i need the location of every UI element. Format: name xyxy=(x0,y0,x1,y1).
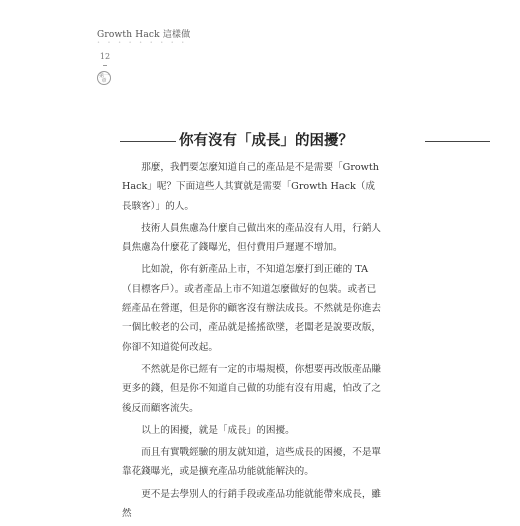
page-number-divider xyxy=(103,65,107,66)
paragraph: 比如說，你有新產品上市，不知道怎麼打到正確的 TA（目標客戶）。或者產品上市不知道怎麼做好的包裝。或者已經產品在營運，但是你的顧客沒有辦法成長。不然就是你進去一個比較老的公司，產品就是搖搖欲墜，老闆老是說要改版，你卻不知道從何改起。 xyxy=(122,264,382,353)
running-header: Growth Hack 這樣做 xyxy=(97,30,191,40)
section-title: 你有沒有「成長」的困擾？ xyxy=(179,132,353,149)
paragraph: 不然就是你已經有一定的市場規模，你想要再改版產品賺更多的錢，但是你不知道自己做的功能有沒有用處，怕改了之後反而顧客流失。 xyxy=(122,363,382,414)
title-rule-left xyxy=(120,141,176,142)
body-text xyxy=(122,158,384,526)
header-dot-ornament: • • • • • • • • • xyxy=(97,40,188,46)
paragraph: 技術人員焦慮為什麼自己做出來的產品沒有人用，行銷人員焦慮為什麼花了錢曝光，但付費用戶遲遲不增加。 xyxy=(122,222,382,254)
title-rule-right xyxy=(425,141,490,142)
chapter-badge: 第一章 xyxy=(98,73,109,84)
page-number: 12 xyxy=(99,52,111,61)
paragraph: 而且有實戰經驗的朋友就知道，這些成長的困擾，不是單靠花錢曝光，或是擴充產品功能就能解決的。 xyxy=(122,447,382,478)
section-title-row xyxy=(120,131,370,151)
paragraph: 那麼，我們要怎麼知道自己的產品是不是需要「Growth Hack」呢？下面這些人其實就是需要「Growth Hack（成長駭客）」的人。 xyxy=(122,162,379,212)
paragraph: 更不是去學別人的行銷手段或產品功能就能帶來成長，雖然 xyxy=(122,488,382,520)
paragraph: 以上的困擾，就是「成長」的困擾。 xyxy=(141,424,295,436)
